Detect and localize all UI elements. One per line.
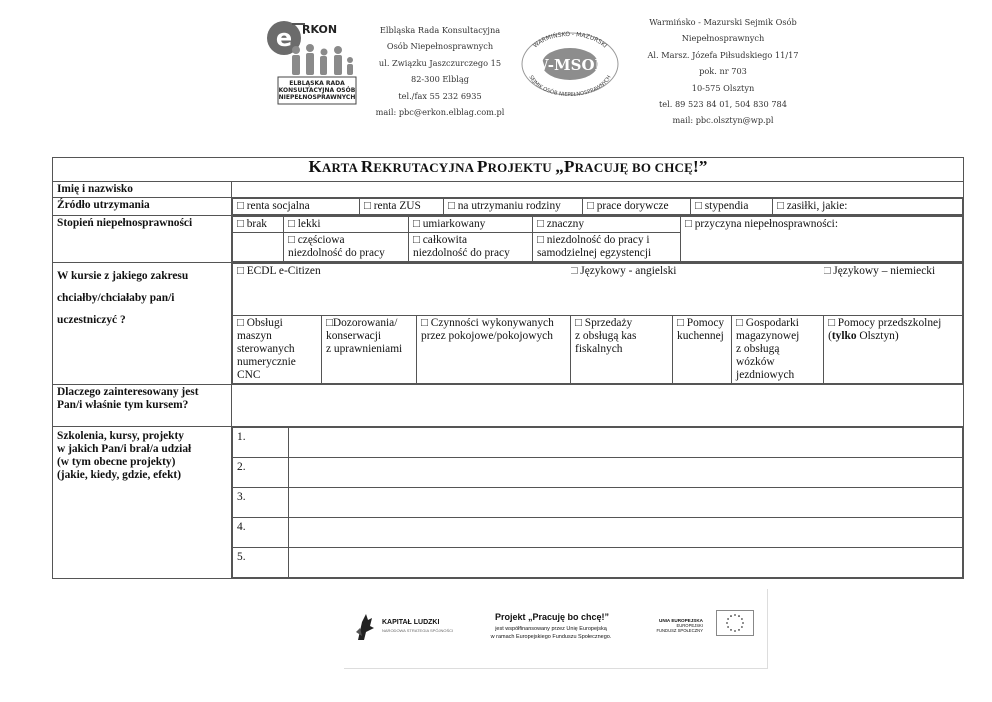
income-label: Źródło utrzymania [53,198,232,216]
wmson-address-line: pok. nr 703 [699,66,747,77]
eu-star-icon [726,622,728,624]
disability-option-lekki[interactable]: □ lekki [284,217,409,233]
training-entry-number: 5. [233,548,289,578]
training-entry-number: 2. [233,458,289,488]
eu-star-icon [730,615,732,617]
course-options [232,263,964,385]
name-label: Imię i nazwisko [53,182,232,198]
training-label: Szkolenia, kursy, projekty w jakich Pan/i brał/a udział (w tym obecne projekty) (jakie, kiedy, gdzie, efekt) [53,427,232,579]
training-entry-field[interactable] [289,488,963,518]
training-entry-number: 3. [233,488,289,518]
course-option-niemiecki[interactable]: □ Językowy – niemiecki [824,264,963,316]
eu-star-icon [741,626,743,628]
eu-star-icon [734,630,736,632]
erkon-address-line: 82-300 Elbląg [411,74,469,85]
wmson-address [628,14,818,129]
eu-fund-label: UNIA EUROPEJSKA EUROPEJSKI FUNDUSZ SPOŁECZNY [656,618,703,633]
income-option-prace-dorywcze[interactable]: □ prace dorywcze [583,199,691,215]
training-entry-number: 4. [233,518,289,548]
footer-banner [344,589,768,669]
wmson-email: mail: pbc.olsztyn@wp.pl [672,115,774,126]
course-option-sprzedaz[interactable]: □ Sprzedaży z obsługą kas fiskalnych [571,316,673,384]
project-cofinancing-line-1: jest współfinansowany przez Unię Europejską [495,626,607,632]
income-option-stypendia[interactable]: □ stypendia [691,199,773,215]
recruitment-form [52,157,964,579]
wmson-logo-center-text: W-MSON [531,56,609,74]
wmson-address-line: Niepełnosprawnych [681,33,765,44]
training-entries [232,427,964,579]
why-label: Dlaczego zainteresowany jest Pan/i właśnie tym kursem? [53,385,232,427]
wmson-address-line: Warmińsko - Mazurski Sejmik Osób [649,17,797,27]
erkon-logo-line-3: NIEPEŁNOSPRAWNYCH [278,94,356,101]
disability-empty-cell [233,233,284,262]
project-title: Projekt „Pracuję bo chcę!” [494,612,610,622]
kapital-ludzki-title: KAPITAŁ LUDZKI [382,619,440,626]
disability-option-znaczny[interactable]: □ znaczny [533,217,681,233]
disability-option-umiarkowany[interactable]: □ umiarkowany [409,217,533,233]
training-entry-field[interactable] [289,518,963,548]
income-option-utrzymanie-rodziny[interactable]: □ na utrzymaniu rodziny [444,199,583,215]
eu-star-icon [738,629,740,631]
project-cofinancing-line-2: w ramach Europejskiego Funduszu Społecznego. [490,634,612,640]
training-entry-field[interactable] [289,428,963,458]
course-label: W kursie z jakiego zakresu chciałby/chciałaby pan/i uczestniczyć ? [53,263,232,385]
erkon-logo [262,20,366,106]
course-option-przedszkolna[interactable]: □ Pomocy przedszkolnej (tylko Olsztyn) [824,316,963,384]
income-option-renta-socjalna[interactable]: □ renta socjalna [233,199,360,215]
form-title-row [53,158,964,182]
eu-flag-icon [716,610,754,636]
course-option-magazyn[interactable]: □ Gospodarki magazynowej z obsługą wózków jezdniowych [732,316,824,384]
disability-option-samodzielnej[interactable]: □ niezdolność do pracy i samodzielnej egzystencji [533,233,681,262]
erkon-address-line: ul. Związku Jaszczurczego 15 [378,57,502,68]
disability-option-calkowita[interactable]: □ całkowita niezdolność do pracy [409,233,533,262]
erkon-email: mail: pbc@erkon.elblag.com.pl [375,107,505,118]
training-row [53,427,964,579]
training-entry-number: 1. [233,428,289,458]
wmson-logo-bottom-arc: SEJMIK OSÓB NIEPEŁNOSPRAWNYCH [527,74,613,98]
eu-star-icon [741,618,743,620]
eu-star-icon [727,618,729,620]
erkon-address-line: tel./fax 55 232 6935 [398,90,482,101]
erkon-logo-letter: e [275,24,293,52]
eu-star-icon [730,629,732,631]
income-options [232,198,964,216]
income-option-renta-zus[interactable]: □ renta ZUS [360,199,444,215]
disability-option-czesciowa[interactable]: □ częściowa niezdolność do pracy [284,233,409,262]
erkon-address-line: Elbląska Rada Konsultacyjna [379,25,501,35]
why-field[interactable] [232,385,964,427]
disability-options [232,216,964,263]
name-row [53,182,964,198]
wmson-address-line: 10-575 Olsztyn [691,82,755,93]
erkon-address [370,22,510,120]
disability-option-przyczyna[interactable]: □ przyczyna niepełnosprawności: [681,217,963,262]
erkon-address-line: Osób Niepełnosprawnych [386,41,494,52]
course-option-dozorowanie[interactable]: □Dozorowania/ konserwacji z uprawnieniami [322,316,417,384]
training-entry-field[interactable] [289,458,963,488]
course-row [53,263,964,385]
wmson-address-line: tel. 89 523 84 01, 504 830 784 [659,99,787,110]
name-field[interactable] [232,182,964,198]
erkon-logo-line-1: ELBLĄSKA RADA [289,80,345,87]
course-option-ecdl[interactable]: □ ECDL e-Citizen [233,264,571,316]
disability-row [53,216,964,263]
disability-label: Stopień niepełnosprawności [53,216,232,263]
eu-star-icon [727,626,729,628]
why-row [53,385,964,427]
eu-star-icon [742,622,744,624]
wmson-logo [518,30,622,98]
form-title: KARTA REKRUTACYJNA PROJEKTU „PRACUJĘ BO CHCĘ!” [53,158,964,182]
erkon-logo-line-2: KONSULTACYJNA OSÓB [278,87,356,94]
kapital-ludzki-subtitle: NARODOWA STRATEGIA SPÓJNOŚCI [382,628,454,633]
eu-star-icon [738,615,740,617]
training-entry-field[interactable] [289,548,963,578]
people-icon [292,44,353,75]
income-option-zasilki[interactable]: □ zasiłki, jakie: [773,199,963,215]
disability-option-brak[interactable]: □ brak [233,217,284,233]
course-option-angielski[interactable]: □ Językowy - angielski [571,264,824,316]
course-option-cnc[interactable]: □ Obsługi maszyn sterowanych numerycznie CNC [233,316,322,384]
course-option-pokojowe[interactable]: □ Czynności wykonywanych przez pokojowe/pokojowych [417,316,571,384]
erkon-logo-brand: RKON [302,23,338,36]
course-option-pomoc-kuchenna[interactable]: □ Pomocy kuchennej [673,316,732,384]
kapital-ludzki-logo-icon [352,610,378,644]
wmson-address-line: Al. Marsz. Józefa Piłsudskiego 11/17 [647,49,799,60]
wmson-logo-top-arc: WARMIŃSKO - MAZURSKI [531,30,609,50]
income-row [53,198,964,216]
eu-star-icon [734,614,736,616]
